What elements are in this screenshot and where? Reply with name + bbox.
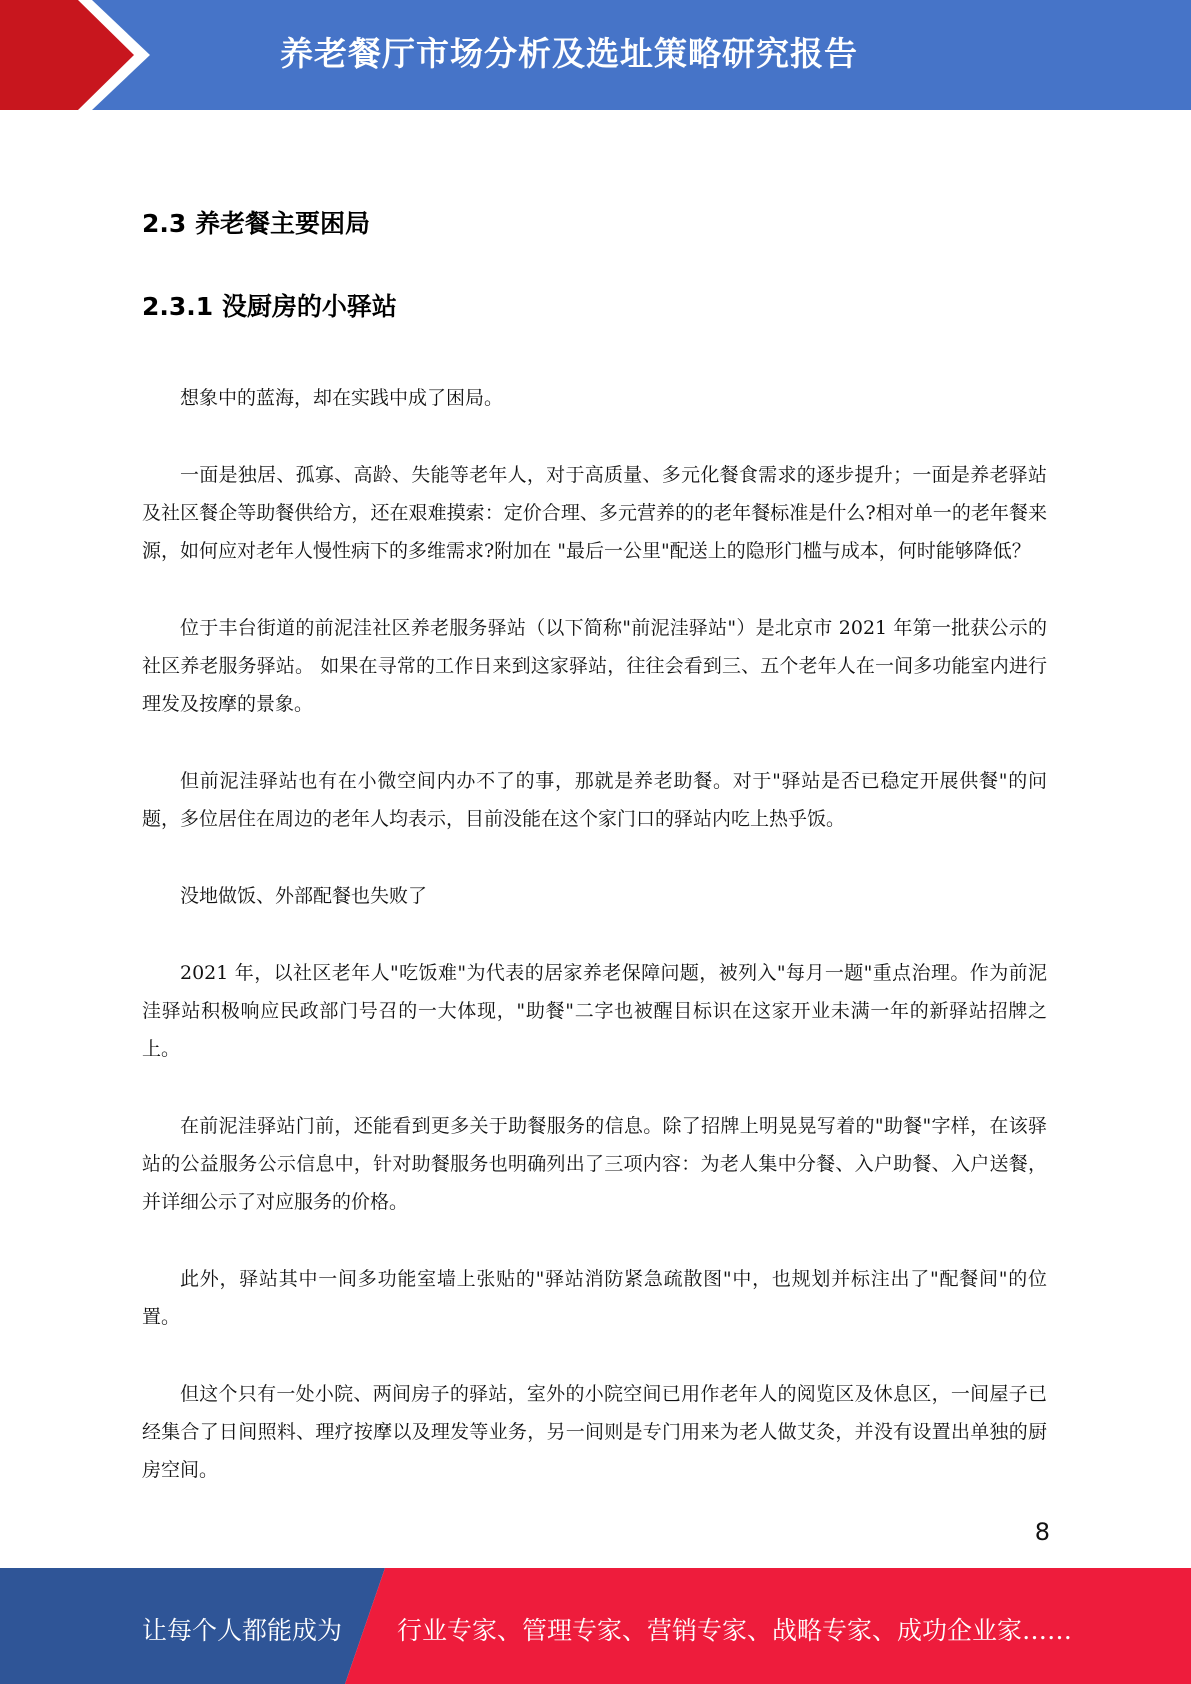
paragraph: 在前泥洼驿站门前，还能看到更多关于助餐服务的信息。除了招牌上明晃晃写着的"助餐"字样，在该驿站的公益服务公示信息中，针对助餐服务也明确列出了三项内容：为老人集中分餐、入户助餐、入户送餐，并详细公示了对应服务的价格。 xyxy=(142,1115,1047,1213)
paragraph: 2021 年，以社区老年人"吃饭难"为代表的居家养老保障问题，被列入"每月一题"重点治理。作为前泥洼驿站积极响应民政部门号召的一大体现，"助餐"二字也被醒目标识在这家开业未满一年的新驿站招牌之上。 xyxy=(142,962,1047,1060)
page-number: 8 xyxy=(1034,1518,1050,1546)
paragraph-list xyxy=(142,379,1047,1489)
paragraph: 位于丰台街道的前泥洼社区养老服务驿站（以下简称"前泥洼驿站"）是北京市 2021 年第一批获公示的社区养老服务驿站。 如果在寻常的工作日来到这家驿站，往往会看到三、五个老年人在一间多功能室内进行理发及按摩的景象。 xyxy=(142,617,1047,715)
paragraph: 但这个只有一处小院、两间房子的驿站，室外的小院空间已用作老年人的阅览区及休息区，一间屋子已经集合了日间照料、理疗按摩以及理发等业务，另一间则是专门用来为老人做艾灸，并没有设置出单独的厨房空间。 xyxy=(142,1383,1047,1481)
paragraph: 没地做饭、外部配餐也失败了 xyxy=(180,885,428,907)
footer-slogan-right: 行业专家、管理专家、营销专家、战略专家、成功企业家…… xyxy=(397,1616,1073,1645)
subsection-heading: 2.3.1 没厨房的小驿站 xyxy=(142,292,397,321)
section-heading: 2.3 养老餐主要困局 xyxy=(142,209,370,238)
footer-slogan-left: 让每个人都能成为 xyxy=(142,1616,343,1645)
paragraph: 此外，驿站其中一间多功能室墙上张贴的"驿站消防紧急疏散图"中，也规划并标注出了"配餐间"的位置。 xyxy=(142,1268,1047,1328)
header-arrow-decoration xyxy=(0,0,160,110)
paragraph: 想象中的蓝海，却在实践中成了困局。 xyxy=(180,387,504,409)
page-header xyxy=(0,0,1191,110)
header-title: 养老餐厅市场分析及选址策略研究报告 xyxy=(280,34,858,73)
document-body xyxy=(142,200,1047,1528)
paragraph: 一面是独居、孤寡、高龄、失能等老年人，对于高质量、多元化餐食需求的逐步提升；一面是养老驿站及社区餐企等助餐供给方，还在艰难摸索：定价合理、多元营养的的老年餐标准是什么?相对单一的老年餐来源，如何应对老年人慢性病下的多维需求?附加在 "最后一公里"配送上的隐形门槛与成本，何时能够降低？ xyxy=(142,464,1047,562)
page-footer xyxy=(0,1568,1191,1684)
paragraph: 但前泥洼驿站也有在小微空间内办不了的事，那就是养老助餐。对于"驿站是否已稳定开展供餐"的问题，多位居住在周边的老年人均表示，目前没能在这个家门口的驿站内吃上热乎饭。 xyxy=(142,770,1047,830)
arrow-red-fill xyxy=(0,0,134,110)
